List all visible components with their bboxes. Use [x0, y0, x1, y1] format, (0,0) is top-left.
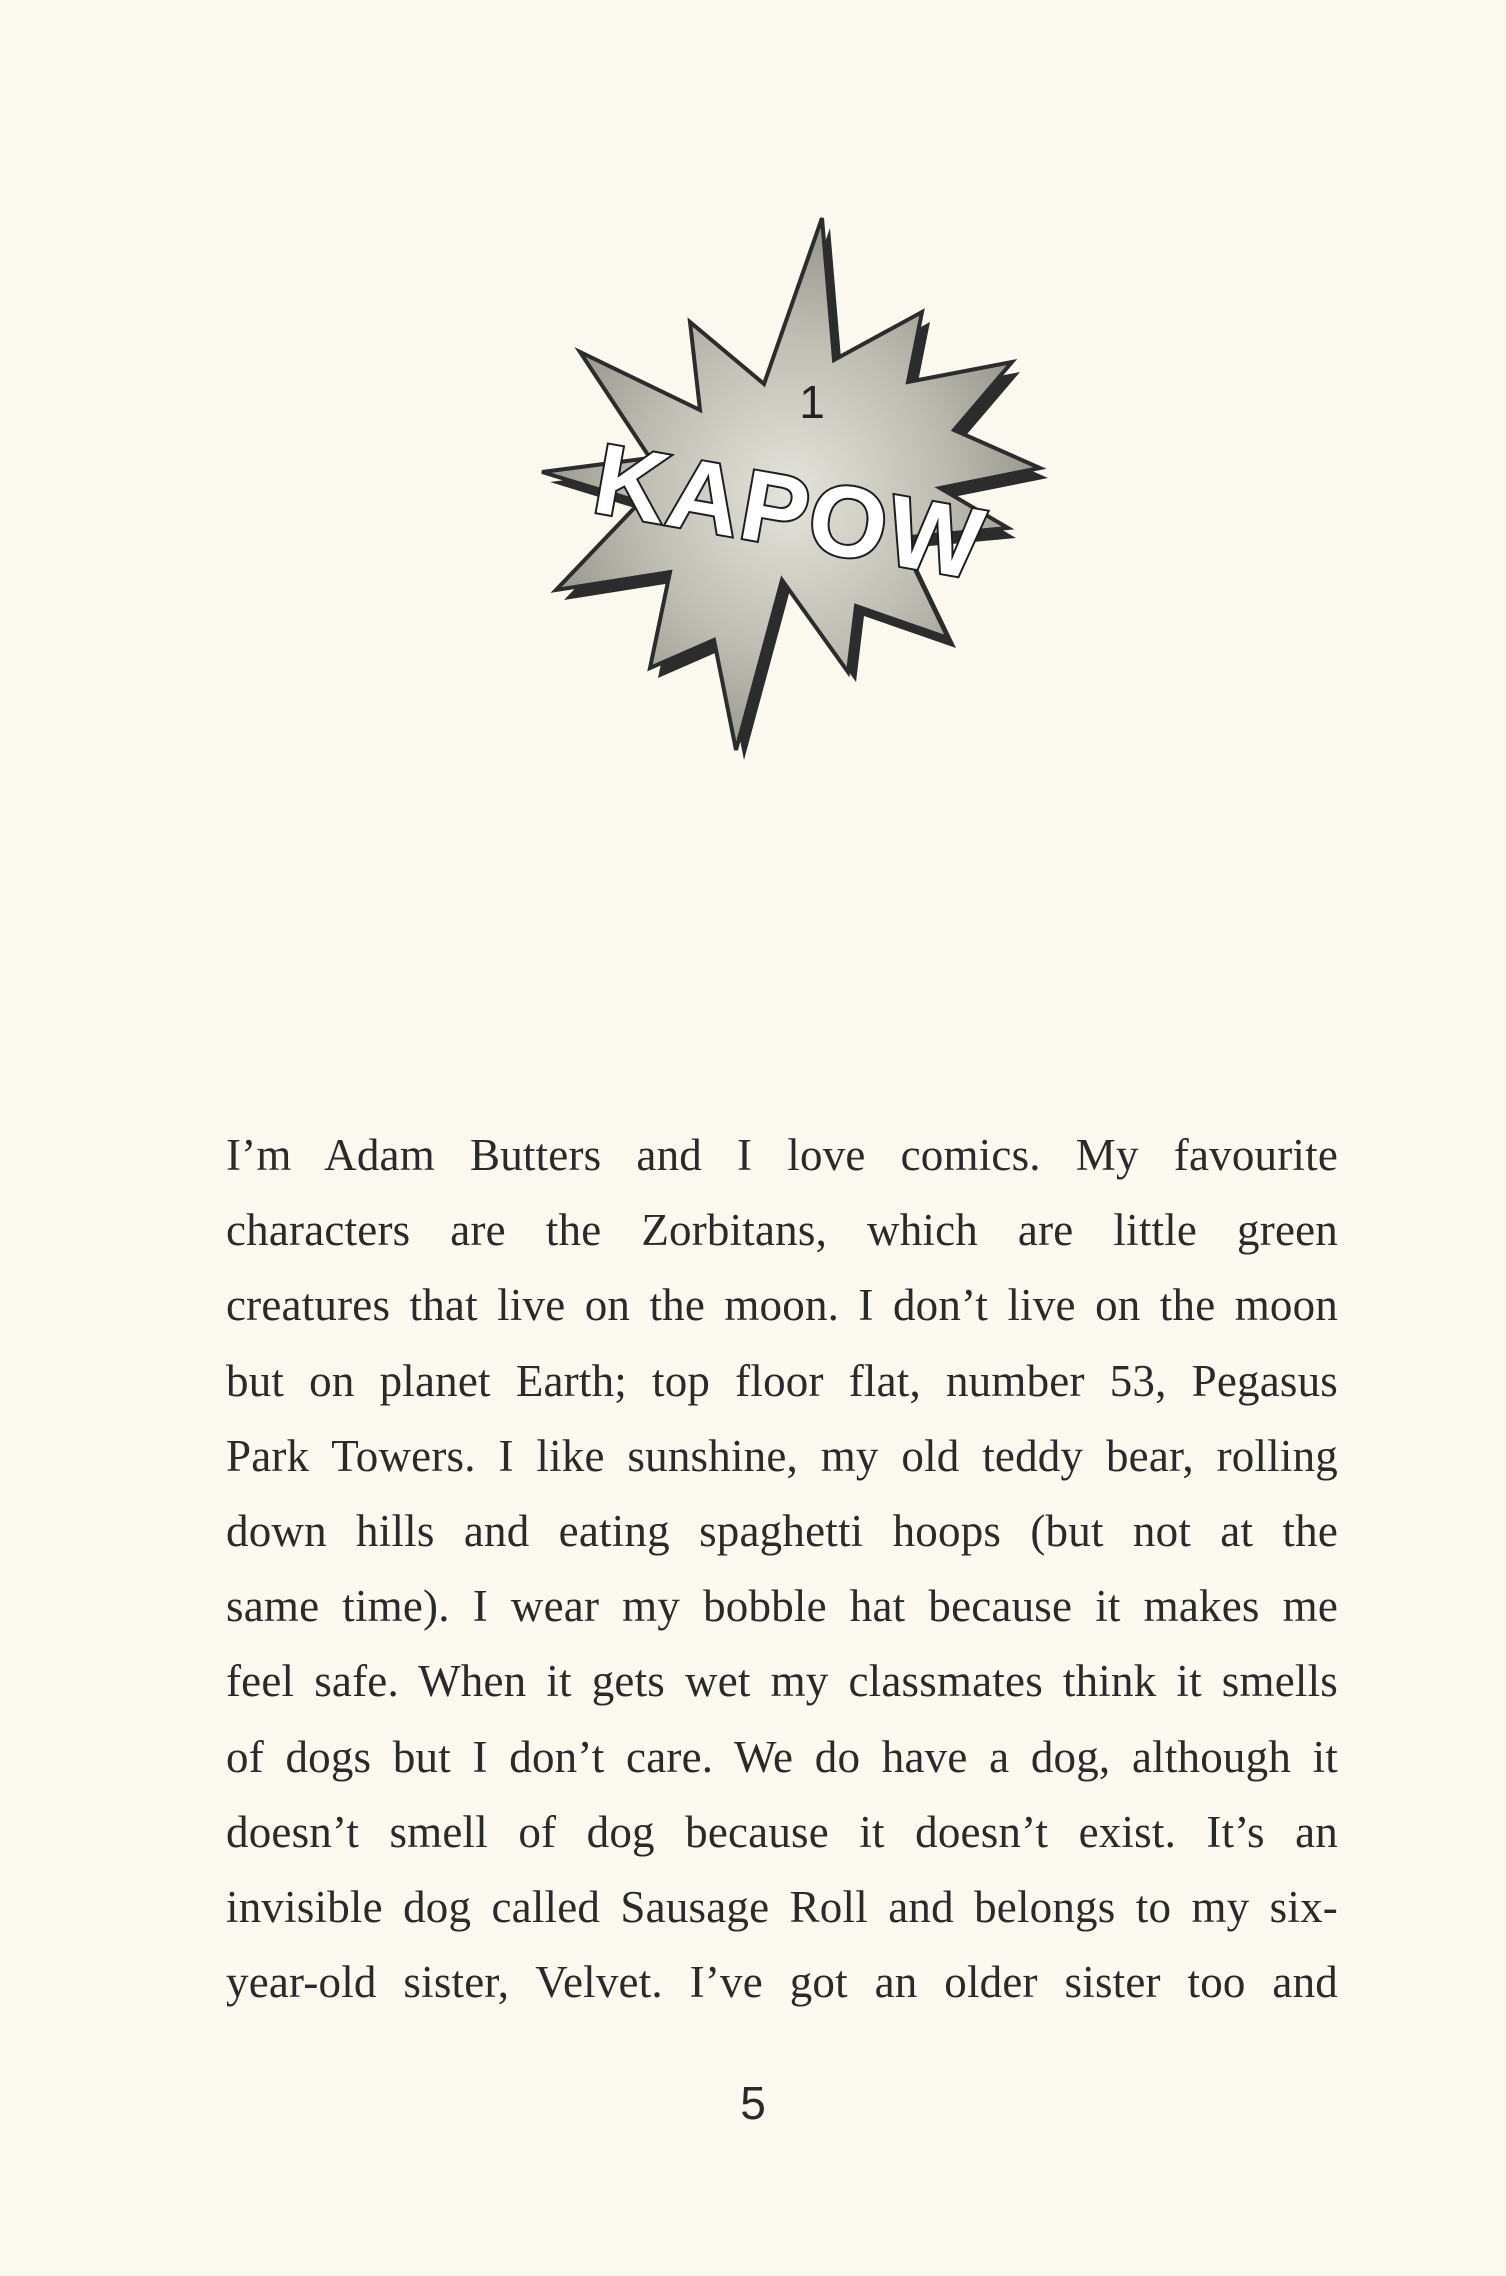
- body-line: invisible dog called Sausage Roll and belongs to my six-: [226, 1881, 1338, 1932]
- page-number: 5: [740, 2077, 766, 2129]
- body-line: down hills and eating spaghetti hoops (but not at the: [226, 1505, 1338, 1556]
- body-line: same time). I wear my bobble hat because it makes me: [226, 1581, 1338, 1632]
- body-line: creatures that live on the moon. I don’t live on the moon: [226, 1280, 1338, 1331]
- kapow-burst-illustration: [500, 210, 1080, 770]
- chapter-title: KAPOW: [586, 422, 994, 602]
- chapter-number: 1: [799, 376, 825, 428]
- chapter-body: [226, 1118, 1338, 2020]
- body-line: characters are the Zorbitans, which are little green: [226, 1205, 1338, 1256]
- body-line: Park Towers. I like sunshine, my old teddy bear, rolling: [226, 1430, 1338, 1481]
- body-line: I’m Adam Butters and I love comics. My favourite: [226, 1130, 1338, 1180]
- body-line: doesn’t smell of dog because it doesn’t exist. It’s an: [226, 1806, 1338, 1857]
- body-line: of dogs but I don’t care. We do have a dog, although it: [226, 1731, 1338, 1782]
- body-line: feel safe. When it gets wet my classmates think it smells: [226, 1656, 1338, 1707]
- body-line: year-old sister, Velvet. I’ve got an older sister too and: [226, 1957, 1338, 2008]
- body-line: but on planet Earth; top floor flat, number 53, Pegasus: [226, 1355, 1338, 1406]
